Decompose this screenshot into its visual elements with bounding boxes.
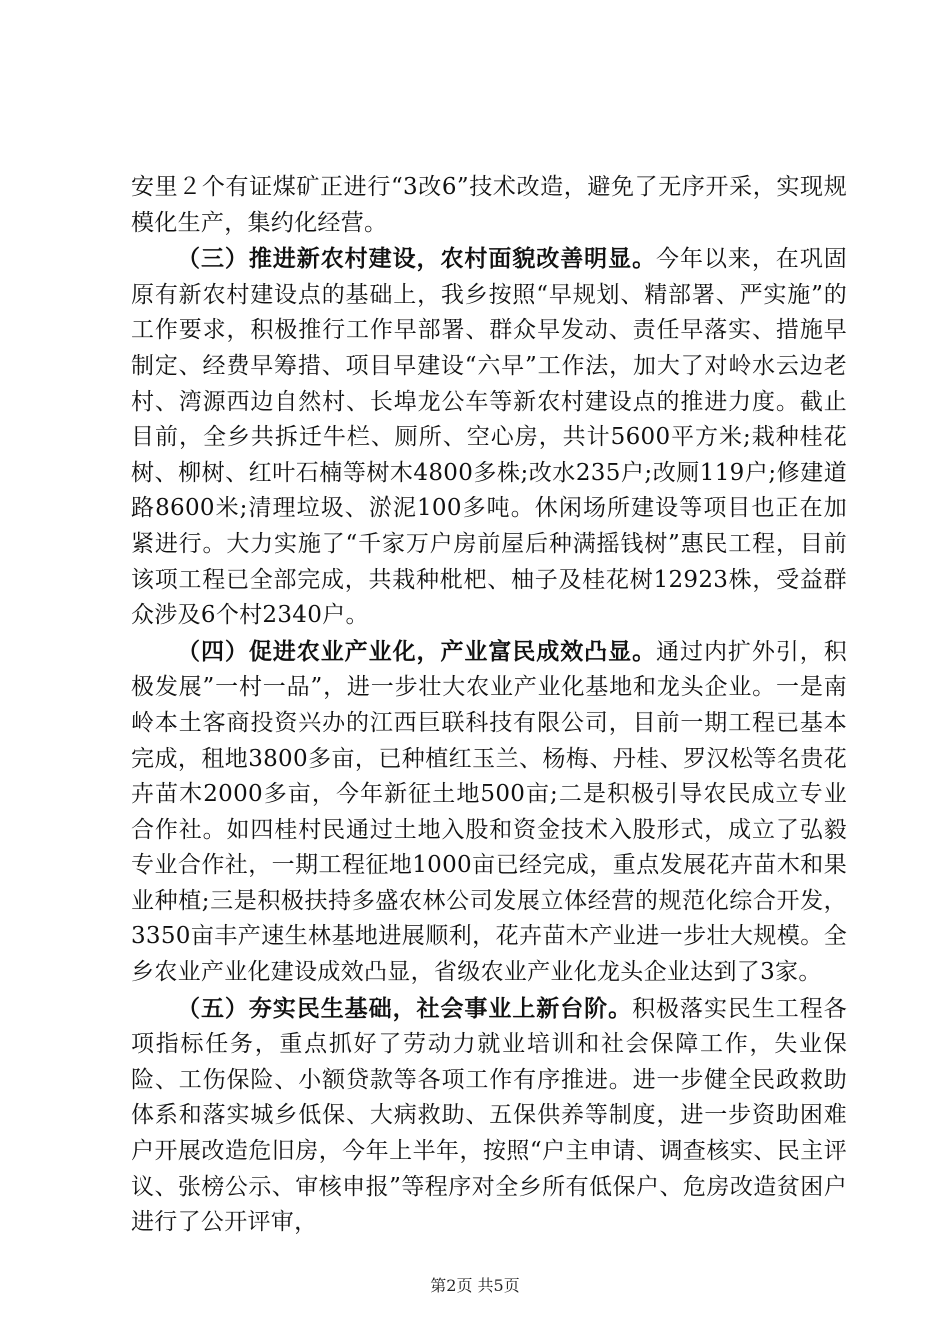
document-body bbox=[131, 170, 847, 1241]
paragraph-text: 今年以来，在巩固原有新农村建设点的基础上，我乡按照“早规划、精部署、严实施”的工作要求，积极推行工作早部署、群众早发动、责任早落实、措施早制定、经费早筹措、项目早建设“六早”工作法，加大了对岭水云边老村、湾源西边自然村、长埠龙公车等新农村建设点的推进力度。截止目前，全乡共拆迁牛栏、厕所、空心房，共计5600平方米;栽种桂花树、柳树、红叶石楠等树木4800多株;改水235户;改厕119户;修建道路8600米;清理垃圾、淤泥100多吨。休闲场所建设等项目也正在加紧进行。大力实施了“千家万户房前屋后种满摇钱树”惠民工程，目前该项工程已全部完成，共栽种枇杷、柚子及桂花树12923株，受益群众涉及6个村2340户。 bbox=[131, 246, 848, 629]
section-heading: （三）推进新农村建设，农村面貌改善明显。 bbox=[177, 245, 657, 273]
paragraph-section-5 bbox=[131, 991, 847, 1241]
paragraph-text: 积极落实民生工程各项指标任务，重点抓好了劳动力就业培训和社会保障工作，失业保险、工伤保险、小额贷款等各项工作有序推进。进一步健全民政救助体系和落实城乡低保、大病救助、五保供养等制度，进一步资助困难户开展改造危旧房，今年上半年，按照“户主申请、调查核实、民主评议、张榜公示、审核申报”等程序对全乡所有低保户、危房改造贫困户进行了公开评审， bbox=[131, 995, 848, 1236]
page-number: 第2页 共5页 bbox=[430, 1276, 520, 1295]
paragraph-section-4 bbox=[131, 634, 847, 991]
section-heading: （四）促进农业产业化，产业富民成效凸显。 bbox=[177, 637, 657, 665]
section-heading: （五）夯实民生基础，社会事业上新台阶。 bbox=[177, 994, 633, 1022]
paragraph-continuation bbox=[131, 170, 847, 241]
page-footer bbox=[0, 1273, 950, 1296]
paragraph-text: 安里２个有证煤矿正进行“3改6”技术改造，避免了无序开采，实现规模化生产，集约化经营。 bbox=[131, 174, 847, 236]
paragraph-section-3 bbox=[131, 241, 847, 634]
paragraph-text: 通过内扩外引，积极发展”一村一品”，进一步壮大农业产业化基地和龙头企业。一是南岭本土客商投资兴办的江西巨联科技有限公司，目前一期工程已基本完成，租地3800多亩，已种植红玉兰、杨梅、丹桂、罗汉松等名贵花卉苗木2000多亩，今年新征土地500亩;二是积极引导农民成立专业合作社。如四桂村民通过土地入股和资金技术入股形式，成立了弘毅专业合作社，一期工程征地1000亩已经完成，重点发展花卉苗木和果业种植;三是积极扶持多盛农林公司发展立体经营的规范化综合开发，3350亩丰产速生林基地进展顺利，花卉苗木产业进一步壮大规模。全乡农业产业化建设成效凸显，省级农业产业化龙头企业达到了3家。 bbox=[131, 638, 848, 986]
